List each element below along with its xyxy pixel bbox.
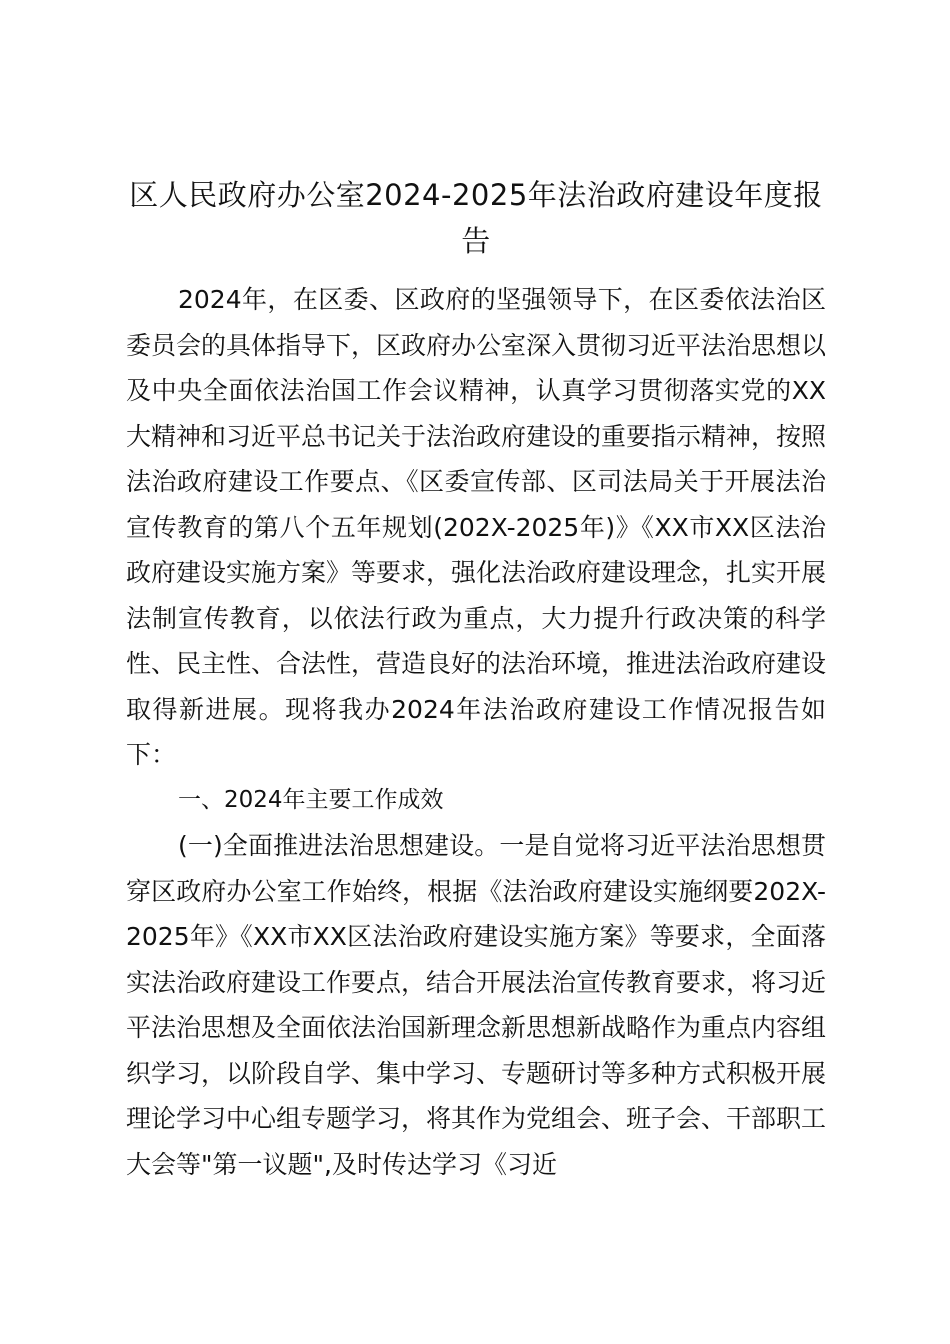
document-title: 区人民政府办公室2024-2025年法治政府建设年度报告 [129, 178, 823, 258]
document-body [126, 277, 826, 1187]
intro-paragraph: 2024年，在区委、区政府的坚强领导下，在区委依法治区委员会的具体指导下，区政府办公室深入贯彻习近平法治思想以及中央全面依法治国工作会议精神，认真学习贯彻落实党的XX大精神和习近平总书记关于法治政府建设的重要指示精神，按照法治政府建设工作要点、《区委宣传部、区司法局关于开展法治宣传教育的第八个五年规划(202X-2025年)》《XX市XX区法治政府建设实施方案》等要求，强化法治政府建设理念，扎实开展法制宣传教育，以依法行政为重点，大力提升行政决策的科学性、民主性、合法性，营造良好的法治环境，推进法治政府建设取得新进展。现将我办2024年法治政府建设工作情况报告如下： [126, 285, 827, 769]
section-heading: 一、2024年主要工作成效 [178, 786, 444, 813]
subsection-paragraph: (一)全面推进法治思想建设。一是自觉将习近平法治思想贯穿区政府办公室工作始终，根据《法治政府建设实施纲要202X-2025年》《XX市XX区法治政府建设实施方案》等要求，全面落实法治政府建设工作要点，结合开展法治宣传教育要求，将习近平法治思想及全面依法治国新理念新思想新战略作为重点内容组织学习，以阶段自学、集中学习、专题研讨等多种方式积极开展理论学习中心组专题学习，将其作为党组会、班子会、干部职工大会等"第一议题",及时传达学习《习近 [126, 831, 827, 1179]
